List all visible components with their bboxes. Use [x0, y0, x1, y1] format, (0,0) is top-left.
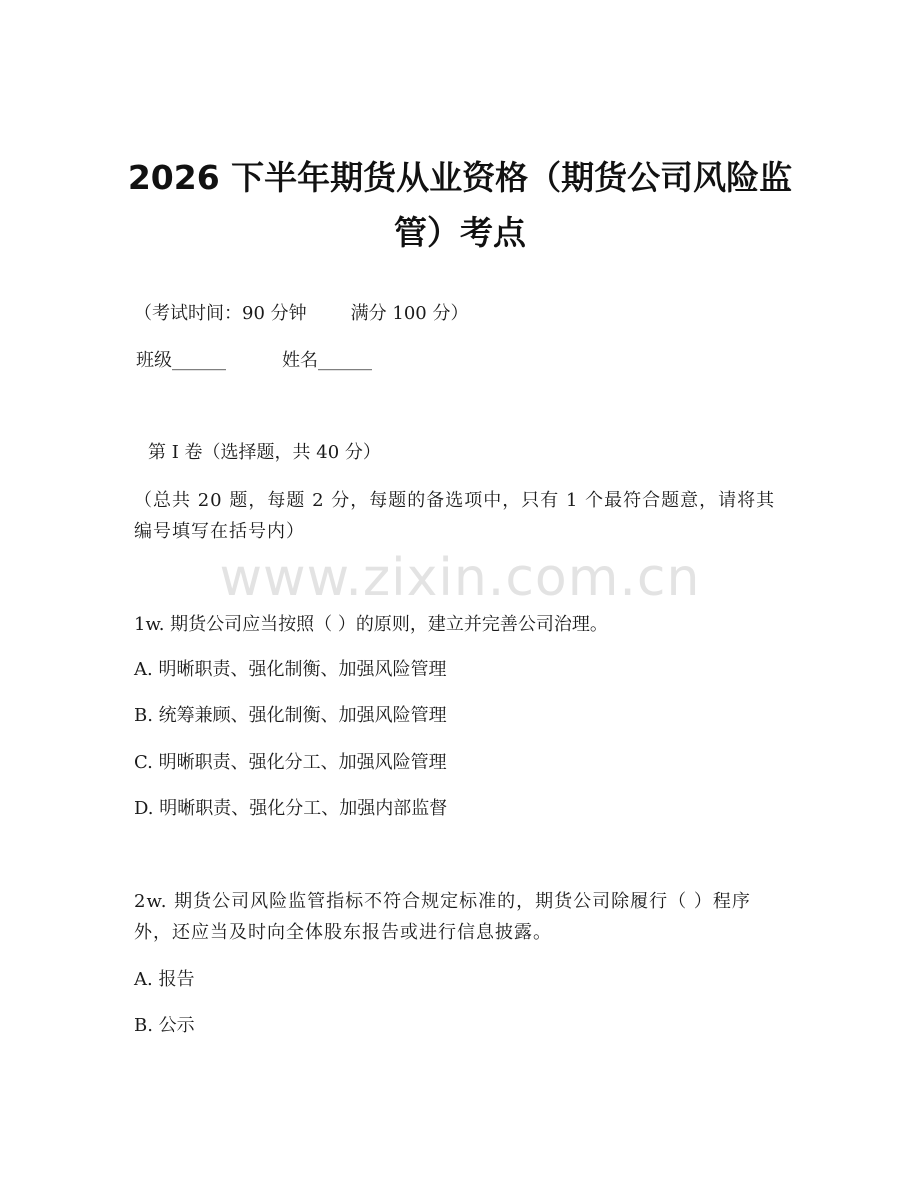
question-1-option-c: C. 明晰职责、强化分工、加强风险管理: [134, 752, 447, 773]
instructions: （总共 20 题，每题 2 分，每题的备选项中，只有 1 个最符合题意，请将其编号填写在括号内）: [134, 490, 776, 542]
question-1-option-b: B. 统筹兼顾、强化制衡、加强风险管理: [134, 705, 447, 726]
question-2-option-b: B. 公示: [134, 1015, 195, 1036]
student-info: [136, 349, 372, 373]
exam-info: [134, 302, 468, 326]
class-label: 班级______: [136, 350, 226, 371]
question-1-option-d: D. 明晰职责、强化分工、加强内部监督: [134, 798, 448, 819]
question-2-option-a: A. 报告: [134, 969, 195, 990]
watermark: www.zixin.com.cn: [219, 548, 701, 608]
full-score: 满分 100 分）: [350, 303, 469, 324]
section-title: 第 I 卷（选择题，共 40 分）: [148, 442, 381, 463]
page-title: 2026 下半年期货从业资格（期货公司风险监管）考点: [127, 158, 793, 252]
question-1-stem: 1w. 期货公司应当按照（ ）的原则，建立并完善公司治理。: [134, 614, 608, 635]
exam-time: （考试时间：90 分钟: [134, 303, 307, 324]
question-1-option-a: A. 明晰职责、强化制衡、加强风险管理: [134, 659, 447, 680]
name-label: 姓名______: [282, 350, 372, 371]
question-2-stem: 2w. 期货公司风险监管指标不符合规定标准的，期货公司除履行（ ）程序外，还应当及时向全体股东报告或进行信息披露。: [134, 891, 751, 943]
